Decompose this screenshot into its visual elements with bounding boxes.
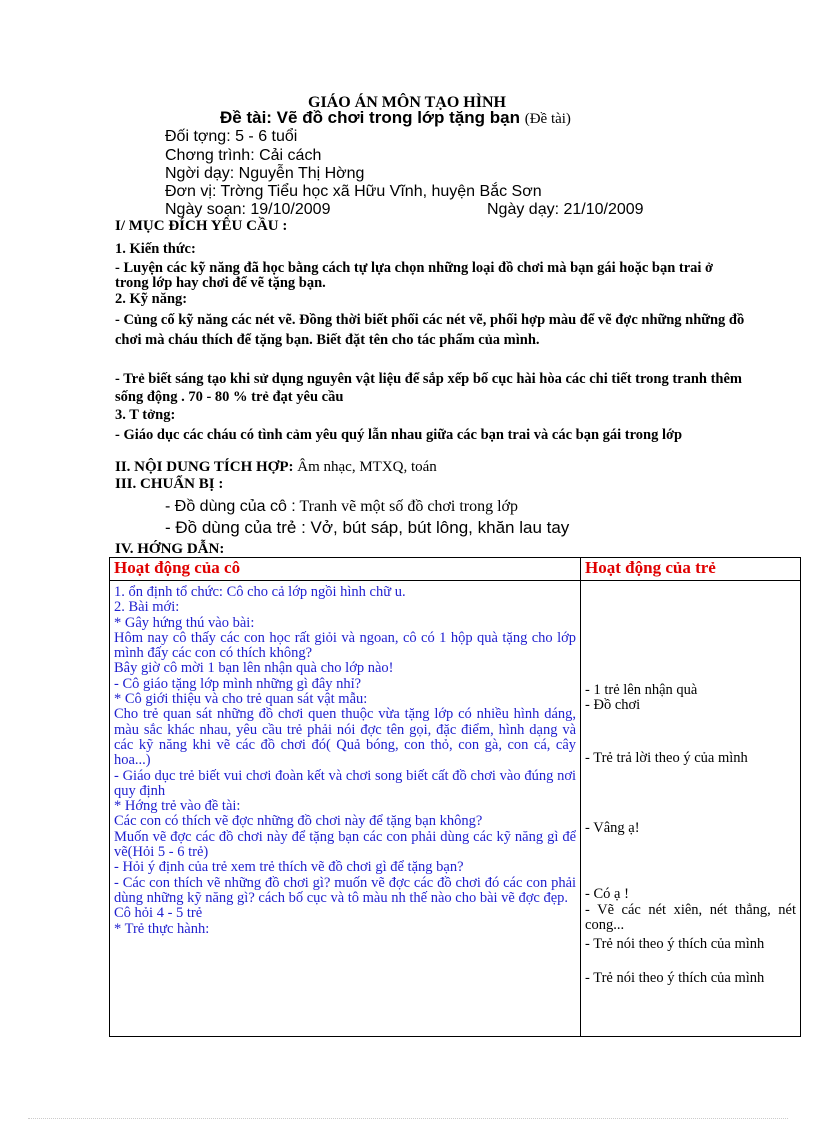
- student-materials-label: - Đồ dùng của trẻ :: [165, 518, 306, 537]
- list-item: 2. Bài mới:: [114, 599, 180, 616]
- table-header-row: [110, 558, 801, 581]
- student-materials: [165, 518, 569, 538]
- knowledge-heading: 1. Kiến thức:: [115, 241, 196, 257]
- list-item: - Hỏi ý định của trẻ xem trẻ thích vẽ đồ chơi gì để tặng bạn?: [114, 859, 464, 876]
- list-item: - Các con thích vẽ những đồ chơi gì? muốn vẽ đợc các đồ chơi đó các con phải dùng những kỹ năng gì? cách bố cục và tô màu nh thế nào cho bài vẽ đợc đẹp.: [114, 874, 577, 906]
- list-item: - Vẽ các nét xiên, nét thẳng, nét cong...: [585, 902, 796, 934]
- skills-heading: 2. Kỹ năng:: [115, 291, 188, 307]
- list-item: - Có ạ !: [585, 886, 629, 902]
- knowledge-text: - Luyện các kỹ năng đã học bằng cách tự lựa chọn những loại đồ chơi mà bạn gái hoặc bạn trai ở trong lớp hay chơi để vẽ tặng bạn.: [115, 260, 714, 291]
- list-item: * Hớng trẻ vào đề tài:: [114, 798, 241, 815]
- list-item: - Vâng ạ!: [585, 820, 640, 836]
- unit-line: Đơn vị: Trờng Tiểu học xã Hữu Vĩnh, huyện Bắc Sơn: [165, 183, 542, 200]
- topic-line: [220, 108, 571, 128]
- list-item: Hôm nay cô thấy các con học rất giỏi và ngoan, cô có 1 hộp quà tặng cho lớp mình đấy các con có thích không?: [114, 629, 577, 662]
- list-item: Bây giờ cô mời 1 bạn lên nhận quà cho lớp nào!: [114, 660, 394, 677]
- topic-label: Đề tài: Vẽ đồ chơi trong lớp tặng bạn: [220, 108, 520, 127]
- activity-table: [109, 557, 801, 1037]
- table-row: [110, 581, 801, 1037]
- teach-date: Ngày dạy: 21/10/2009: [487, 201, 644, 218]
- teacher-materials-label: - Đồ dùng của cô :: [165, 498, 296, 515]
- teacher-materials-items: Tranh vẽ một số đồ chơi trong lớp: [295, 498, 519, 515]
- teacher-activities: [110, 581, 581, 1037]
- section1-heading: I/ MỤC ĐÍCH YÊU CẦU :: [115, 218, 288, 234]
- program-line: Chơng trình: Cải cách: [165, 147, 322, 164]
- section4-heading: IV. HỚNG DẪN:: [115, 541, 225, 557]
- teacher-materials: [165, 498, 518, 516]
- student-materials-items: Vở, bút sáp, bút lông, khăn lau tay: [305, 518, 570, 537]
- topic-suffix: (Đề tài): [524, 111, 571, 127]
- student-activities: [581, 581, 801, 1037]
- section2-content: Âm nhạc, MTXQ, toán: [293, 459, 437, 475]
- teacher-column-header: Hoạt động của cô: [110, 558, 581, 581]
- list-item: - 1 trẻ lên nhận quà - Đồ chơi: [585, 682, 698, 714]
- skills-text: - Củng cố kỹ năng các nét vẽ. Đồng thời biết phối các nét vẽ, phối hợp màu để vẽ đợc những những đồ chơi mà cháu thích để tặng bạn. Biết đặt tên cho tác phẩm của mình.: [115, 312, 745, 348]
- section2-line: [115, 459, 437, 476]
- teacher-line: Ngời dạy: Nguyễn Thị Hờng: [165, 165, 365, 182]
- student-column-header: Hoạt động của trẻ: [581, 558, 801, 581]
- list-item: - Trẻ nói theo ý thích của mình: [585, 936, 765, 952]
- subject-line: Đối tợng: 5 - 6 tuổi: [165, 128, 298, 145]
- list-item: - Giáo dục trẻ biết vui chơi đoàn kết và chơi song biết cất đồ chơi vào đúng nơi quy định: [114, 767, 577, 799]
- list-item: Cho trẻ quan sát những đồ chơi quen thuộc vừa tặng lớp có nhiều hình dáng, màu sắc khác nhau, yêu cầu trẻ phải nói đợc tên gọi, đặc điểm, hình dạng và các kỹ năng khi vẽ các đồ chơi đó( Quả bóng, con thỏ, con gà, con cá, cây hoa...): [114, 706, 577, 769]
- list-item: Các con có thích vẽ đợc những đồ chơi này để tặng bạn không?: [114, 813, 483, 830]
- list-item: * Trẻ thực hành:: [114, 920, 210, 937]
- section2-heading: II. NỘI DUNG TÍCH HỢP:: [115, 459, 294, 475]
- list-item: - Trẻ trả lời theo ý của mình: [585, 750, 748, 766]
- section3-heading: III. CHUẨN BỊ :: [115, 476, 224, 492]
- attitude-heading: 3. T tởng:: [115, 407, 176, 423]
- list-item: - Trẻ nói theo ý thích của mình: [585, 970, 765, 986]
- list-item: * Gây hứng thú vào bài:: [114, 614, 255, 631]
- list-item: Muốn vẽ đợc các đồ chơi này để tặng bạn các con phải dùng các kỹ năng gì để vẽ(Hỏi 5 - 6 trẻ): [114, 828, 577, 861]
- list-item: 1. ổn định tổ chức: Cô cho cả lớp ngồi hình chữ u.: [114, 584, 406, 600]
- creativity-text: - Trẻ biết sáng tạo khi sử dụng nguyên vật liệu để sắp xếp bố cục hài hòa các chi tiết trong tranh thêm sống động . 70 - 80 % trẻ đạt yêu cầu: [115, 371, 743, 405]
- list-item: - Cô giáo tặng lớp mình những gì đây nhỉ?: [114, 675, 362, 692]
- page-divider: [28, 1118, 788, 1119]
- prep-date: Ngày soạn: 19/10/2009: [165, 201, 331, 218]
- list-item: * Cô giới thiệu và cho trẻ quan sát vật mẫu:: [114, 691, 368, 708]
- attitude-text: - Giáo dục các cháu có tình cảm yêu quý lẫn nhau giữa các bạn trai và các bạn gái trong lớp: [115, 427, 683, 443]
- list-item: Cô hỏi 4 - 5 trẻ: [114, 905, 203, 922]
- page-title: GIÁO ÁN MÔN TẠO HÌNH: [308, 94, 506, 111]
